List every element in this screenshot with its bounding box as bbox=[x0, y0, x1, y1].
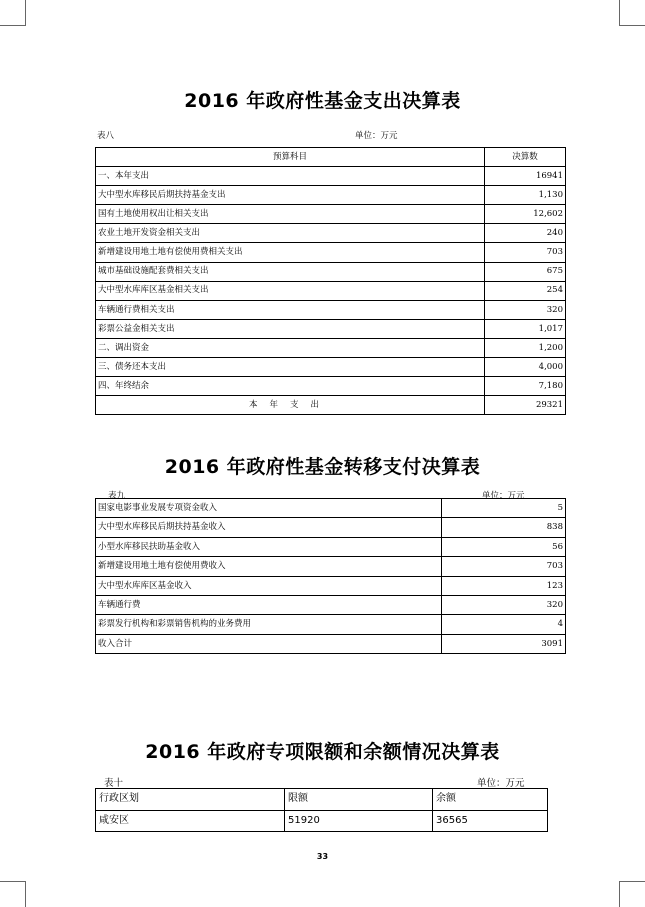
row-value: 12,602 bbox=[485, 205, 566, 224]
row-item: 国家电影事业发展专项资金收入 bbox=[96, 499, 442, 518]
row-item: 大中型水库移民后期扶持基金收入 bbox=[96, 518, 442, 537]
table9-label: 表九 bbox=[108, 491, 126, 501]
row-item: 大中型水库库区基金相关支出 bbox=[96, 281, 485, 300]
table9-unit: 单位：万元 bbox=[482, 491, 525, 501]
row-item: 车辆通行费相关支出 bbox=[96, 300, 485, 319]
table8-unit: 单位：万元 bbox=[355, 131, 398, 141]
row-item: 彩票发行机构和彩票销售机构的业务费用 bbox=[96, 615, 442, 634]
table8-header-value: 决算数 bbox=[485, 148, 566, 167]
row-value: 123 bbox=[442, 576, 566, 595]
row-value: 7,180 bbox=[485, 377, 566, 396]
table-row bbox=[96, 167, 566, 186]
table9 bbox=[95, 498, 566, 654]
row-item: 收入合计 bbox=[96, 634, 442, 653]
row-item: 新增建设用地土地有偿使用费相关支出 bbox=[96, 243, 485, 262]
table-row bbox=[96, 576, 566, 595]
row-value: 4,000 bbox=[485, 358, 566, 377]
row-balance: 36565 bbox=[433, 810, 548, 832]
crop-mark-top-left bbox=[0, 0, 26, 26]
table8-title: 2016 年政府性基金支出决算表 bbox=[184, 90, 461, 112]
row-value: 1,200 bbox=[485, 338, 566, 357]
row-value: 703 bbox=[485, 243, 566, 262]
crop-mark-bottom-right bbox=[619, 881, 645, 907]
table-row bbox=[96, 377, 566, 396]
row-value: 5 bbox=[442, 499, 566, 518]
row-region: 咸安区 bbox=[96, 810, 285, 832]
table-row bbox=[96, 499, 566, 518]
table-row bbox=[96, 338, 566, 357]
table-row bbox=[96, 634, 566, 653]
row-value: 16941 bbox=[485, 167, 566, 186]
row-item: 彩票公益金相关支出 bbox=[96, 319, 485, 338]
row-value: 703 bbox=[442, 557, 566, 576]
table-row bbox=[96, 262, 566, 281]
header-balance: 余额 bbox=[433, 789, 548, 811]
table8-header-item: 预算科目 bbox=[96, 148, 485, 167]
row-value: 3091 bbox=[442, 634, 566, 653]
row-value: 838 bbox=[442, 518, 566, 537]
row-limit: 51920 bbox=[285, 810, 433, 832]
crop-mark-bottom-left bbox=[0, 881, 26, 907]
row-value: 240 bbox=[485, 224, 566, 243]
table10-unit: 单位：万元 bbox=[477, 778, 525, 789]
table10-header-row bbox=[96, 789, 548, 811]
crop-mark-top-right bbox=[619, 0, 645, 26]
table-row bbox=[96, 358, 566, 377]
row-item: 大中型水库移民后期扶持基金支出 bbox=[96, 186, 485, 205]
header-region: 行政区划 bbox=[96, 789, 285, 811]
row-value: 675 bbox=[485, 262, 566, 281]
row-value: 320 bbox=[442, 595, 566, 614]
table-row bbox=[96, 224, 566, 243]
row-value: 1,017 bbox=[485, 319, 566, 338]
total-value: 29321 bbox=[485, 396, 566, 415]
page-number: 33 bbox=[316, 852, 329, 861]
table8 bbox=[95, 147, 566, 415]
table10-title: 2016 年政府专项限额和余额情况决算表 bbox=[145, 741, 500, 763]
row-item: 三、债务还本支出 bbox=[96, 358, 485, 377]
table10 bbox=[95, 788, 548, 832]
table9-title: 2016 年政府性基金转移支付决算表 bbox=[164, 456, 481, 478]
table-row bbox=[96, 537, 566, 556]
row-value: 320 bbox=[485, 300, 566, 319]
row-item: 大中型水库库区基金收入 bbox=[96, 576, 442, 595]
total-label: 本年支出 bbox=[96, 396, 485, 415]
row-item: 车辆通行费 bbox=[96, 595, 442, 614]
row-item: 二、调出资金 bbox=[96, 338, 485, 357]
row-item: 四、年终结余 bbox=[96, 377, 485, 396]
table-row bbox=[96, 281, 566, 300]
row-item: 一、本年支出 bbox=[96, 167, 485, 186]
row-item: 小型水库移民扶助基金收入 bbox=[96, 537, 442, 556]
table-row bbox=[96, 615, 566, 634]
row-value: 4 bbox=[442, 615, 566, 634]
table8-label: 表八 bbox=[97, 131, 115, 141]
header-limit: 限额 bbox=[285, 789, 433, 811]
table-row bbox=[96, 518, 566, 537]
table-row bbox=[96, 300, 566, 319]
row-item: 城市基础设施配套费相关支出 bbox=[96, 262, 485, 281]
table-row bbox=[96, 810, 548, 832]
row-item: 农业土地开发资金相关支出 bbox=[96, 224, 485, 243]
table-row bbox=[96, 319, 566, 338]
table-row bbox=[96, 557, 566, 576]
row-value: 1,130 bbox=[485, 186, 566, 205]
table10-label: 表十 bbox=[104, 778, 124, 789]
row-item: 新增建设用地土地有偿使用费收入 bbox=[96, 557, 442, 576]
row-value: 56 bbox=[442, 537, 566, 556]
row-item: 国有土地使用权出让相关支出 bbox=[96, 205, 485, 224]
table8-header-row bbox=[96, 148, 566, 167]
table-row bbox=[96, 243, 566, 262]
table8-total-row bbox=[96, 396, 566, 415]
table-row bbox=[96, 205, 566, 224]
row-value: 254 bbox=[485, 281, 566, 300]
table-row bbox=[96, 595, 566, 614]
table-row bbox=[96, 186, 566, 205]
